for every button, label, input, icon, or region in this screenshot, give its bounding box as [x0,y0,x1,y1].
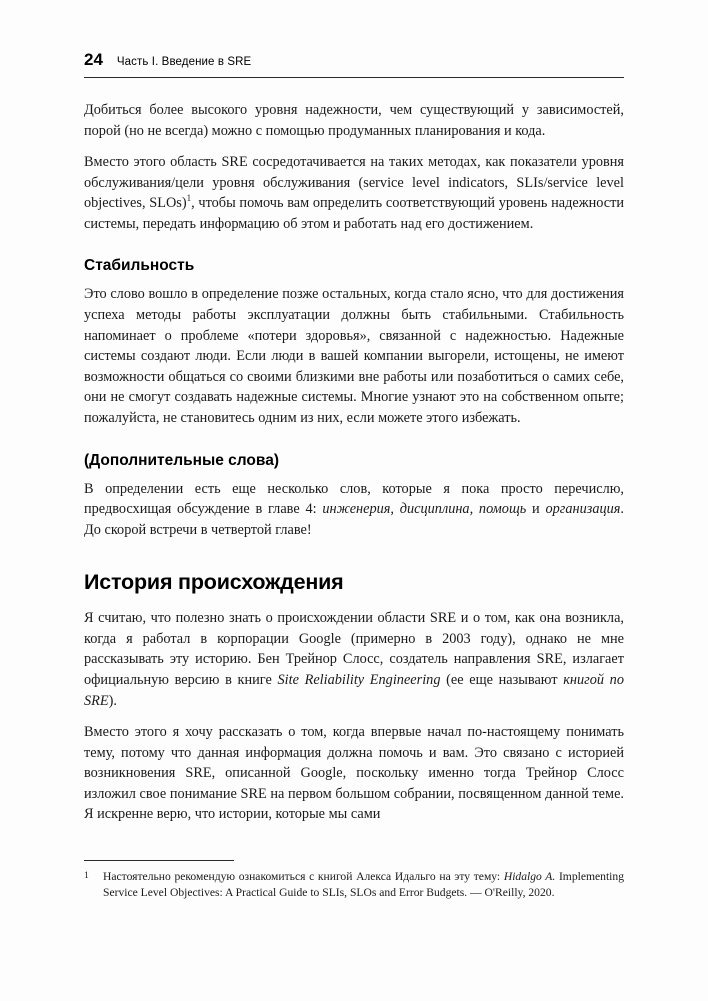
emphasis-text: книгой по SRE [84,671,624,709]
emphasis-text: Site Reliability Engineering [277,671,441,688]
running-head [84,50,624,78]
page-number: 24 [84,50,103,69]
footnote-text-b: Implementing Service Level Objectives: A Practical Guide to SLIs, SLOs and Error Budgets. — O'Reilly, 2020. [103,870,624,899]
paragraph: Это слово вошло в определение позже остальных, когда стало ясно, что для достижения успеха методы работы эксплуатации должны быть стабильными. Стабильность напоминает о проблеме «потери здоровья», связанной с надежностью. Надежные системы создают люди. Если люди в вашей компании выгорели, истощены, не имеют возможности общаться со своими близкими вне работы или позаботиться о самих себе, они не смогут создавать надежные системы. Многие узнают это на собственном опыте; пожалуйста, не становитесь одним из них, если можете этого избежать. [84,286,624,426]
footnote-number: 1 [84,871,89,881]
paragraph-text: В определении есть еще несколько слов, которые я пока просто перечислю, предвосхищая обсуждение в главе 4: [84,480,624,518]
heading-history-origin: История происхождения [84,570,344,595]
paragraph-text: Вместо этого область SRE сосредотачивается на таких методах, как показатели уровня обслуживания/цели уровня обслуживания (service level indicators, SLIs/service level objectives, SLOs) [84,154,624,212]
paragraph-text-after: , чтобы помочь вам определить соответствующий уровень надежности системы, передать информацию об этом и работать над его достижением. [84,195,624,232]
heading-stability: Стабильность [84,257,195,275]
footnote-emphasis: Hidalgo A. [503,870,556,883]
paragraph [84,608,624,711]
page-content [84,50,624,836]
paragraph: Вместо этого я хочу рассказать о том, когда впервые начал по-настоящему понимать тему, потому что данная информация должна помочь и вам. Это связано с историей возникновения SRE, описанной Google, поскольку именно тогда Трейнор Слосс изложил свое понимание SRE на первом большом собрании, посвященном данной теме. Я искренне верю, что истории, которые мы сами [84,724,624,823]
paragraph-text: . До скорой встречи в четвертой главе! [84,501,624,538]
paragraph-text: Я считаю, что полезно знать о происхождении области SRE и о том, как она возникла, когда я работал в корпорации Google (примерно в 2003 году), однако не мне рассказывать эту историю. Бен Трейнор Слосс, создатель направления SRE, излагает официальную версию в книге [84,610,624,688]
paragraph [84,152,624,234]
paragraph-text: и [526,501,546,518]
heading-additional-words: (Дополнительные слова) [84,451,279,469]
running-head-title: Часть I. Введение в SRE [116,56,252,68]
emphasis-text: организация [545,501,621,518]
paragraph: Добиться более высокого уровня надежности, чем существующий у зависимостей, порой (но не всегда) можно с помощью продуманных планирования и кода. [84,102,624,139]
footnote-rule [84,860,234,861]
footnote-text [103,869,624,901]
paragraph [84,479,624,541]
footnote-area [84,860,624,901]
paragraph-text: (ее еще называют [440,671,564,688]
footnote-text-a: Настоятельно рекомендую ознакомиться с книгой Алекса Идальго на эту тему: [103,870,504,883]
footnote [84,869,624,901]
footnote-marker: 1 [186,193,192,204]
emphasis-text: инженерия, дисциплина, помощь [322,501,527,518]
paragraph-text: ). [108,692,117,709]
body-text [84,100,624,825]
